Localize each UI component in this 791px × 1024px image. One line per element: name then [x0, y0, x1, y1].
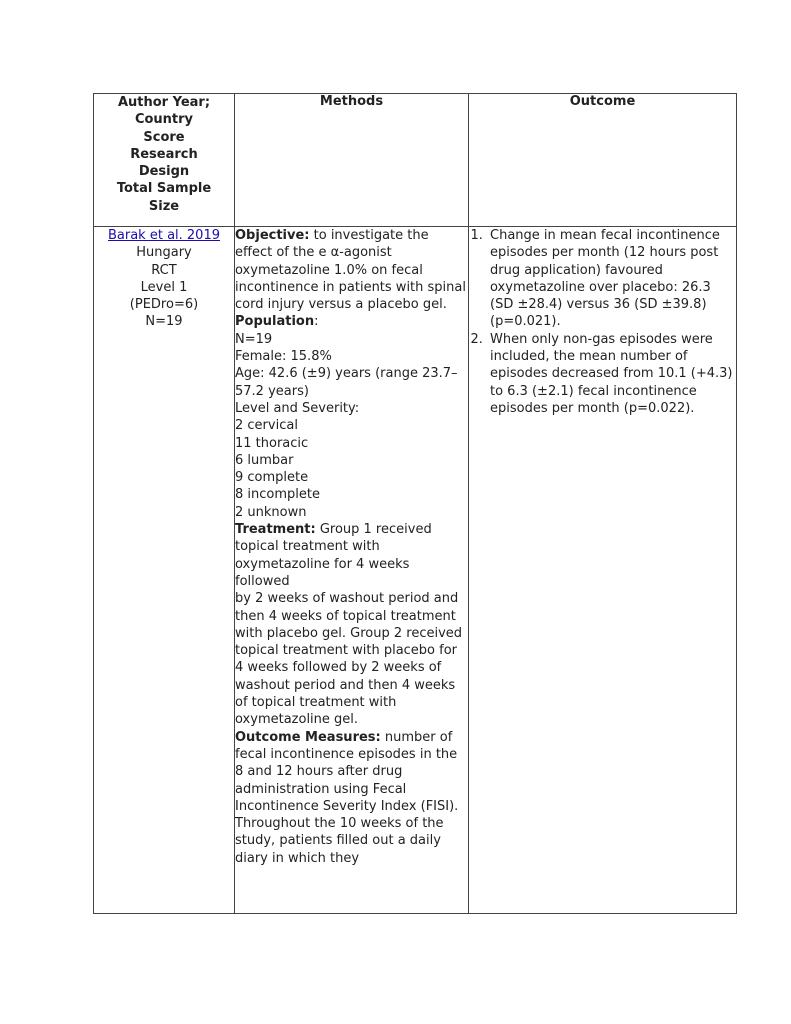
- outcome-measures-label: Outcome Measures:: [235, 729, 381, 745]
- outcome-cell: [469, 227, 737, 914]
- population-colon: :: [314, 314, 319, 330]
- treatment-continued: by 2 weeks of washout period and then 4 weeks of topical treatment with placebo gel. Group 2 received topical treatment with placebo for 4 weeks followed by 2 weeks of washout period and then 4 weeks of topical treatment with oxymetazoline gel.: [235, 591, 463, 728]
- header-line: Research: [130, 146, 198, 162]
- methods-cell: [235, 227, 469, 914]
- header-line: Total Sample: [116, 181, 212, 197]
- evidence-table: [93, 93, 737, 914]
- header-study-details: [94, 94, 235, 227]
- population-line: Age: 42.6 (±9) years (range 23.7–57.2 years): [235, 366, 458, 399]
- header-outcome: Outcome: [469, 94, 737, 227]
- population-line: Level and Severity:: [235, 400, 360, 416]
- citation-link[interactable]: Barak et al. 2019: [107, 228, 220, 243]
- treatment-paragraph: [235, 521, 468, 590]
- population-line: 9 complete: [235, 470, 309, 486]
- header-methods: Methods: [235, 94, 469, 227]
- outcome-list: [469, 227, 736, 417]
- study-row: [94, 227, 737, 914]
- outcome-measures-paragraph: [235, 729, 468, 867]
- study-level: Level 1: [140, 279, 188, 295]
- outcome-measures-text: number of fecal incontinence episodes in the 8 and 12 hours after drug administration using Fecal Incontinence Severity Index (FISI). Throughout the 10 weeks of the study, patients filled out a daily diary in which they: [235, 729, 459, 866]
- population-line: 2 unknown: [235, 504, 307, 520]
- population-line: Female: 15.8%: [235, 349, 332, 365]
- population-line: N=19: [235, 331, 273, 347]
- header-line: Score: [143, 129, 185, 145]
- header-line: Country: [134, 112, 194, 128]
- treatment-label: Treatment:: [235, 522, 316, 538]
- outcome-item: 1. Change in mean fecal incontinence episodes per month (12 hours post drug application) favoured oxymetazoline over placebo: 26.3 (SD ±28.4) versus 36 (SD ±39.8) (p=0.021).: [487, 227, 736, 331]
- study-score: (PEDro=6): [129, 297, 199, 313]
- header-line: Author Year;: [117, 95, 211, 110]
- population-line: 11 thoracic: [235, 435, 309, 451]
- header-row: [94, 94, 737, 227]
- header-line: Size: [148, 198, 180, 214]
- objective-text: to investigate the effect of the e α-agonist oxymetazoline 1.0% on fecal incontinence in patients with spinal cord injury versus a placebo gel.: [235, 228, 466, 313]
- population-line: 8 incomplete: [235, 487, 320, 503]
- study-cell: [94, 227, 235, 914]
- population-line: 6 lumbar: [235, 452, 294, 468]
- objective-label: Objective:: [235, 228, 310, 243]
- outcome-item: 2. When only non-gas episodes were included, the mean number of episodes decreased from 10.1 (+4.3) to 6.3 (±2.1) fecal incontinence episodes per month (p=0.022).: [487, 331, 736, 417]
- study-sample-size: N=19: [145, 314, 183, 330]
- treatment-text: Group 1 received topical treatment with oxymetazoline for 4 weeks followed: [235, 522, 432, 589]
- population-line: 2 cervical: [235, 418, 298, 434]
- objective-paragraph: [235, 227, 468, 313]
- header-line: Design: [138, 164, 190, 180]
- study-design: RCT: [151, 262, 177, 278]
- population-label: Population: [235, 314, 315, 330]
- study-country: Hungary: [136, 245, 192, 261]
- population-heading: [235, 313, 468, 330]
